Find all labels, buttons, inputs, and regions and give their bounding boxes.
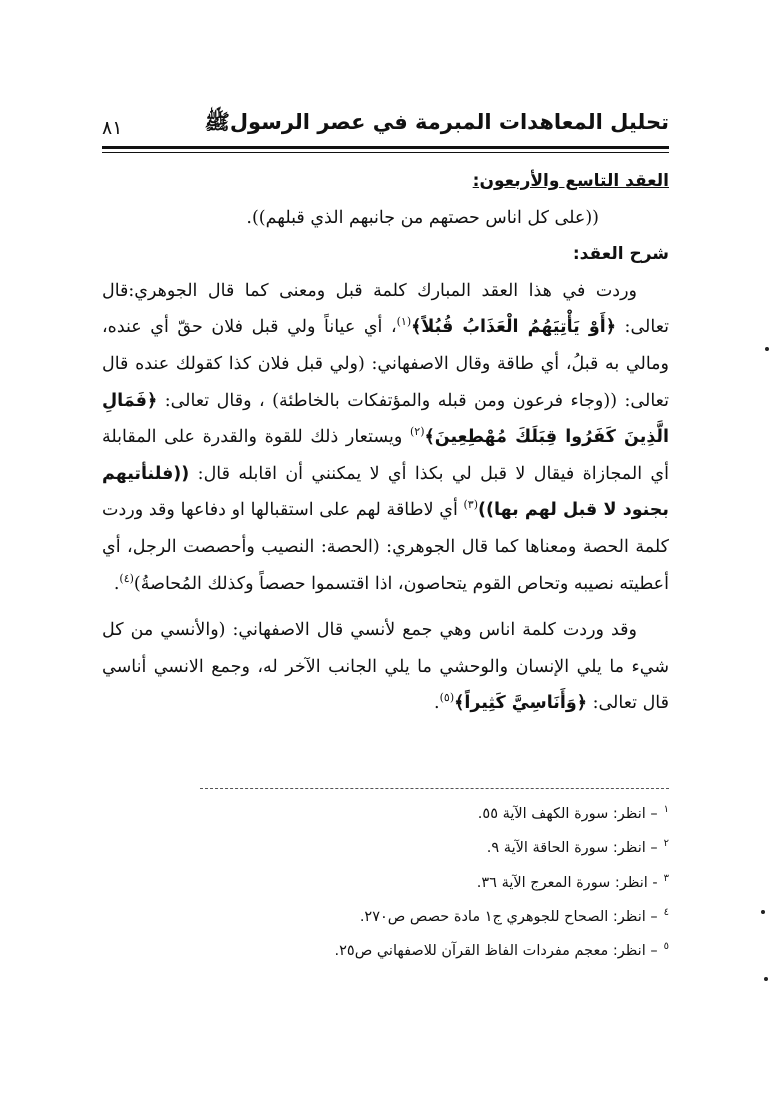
footnote-ref: (٢) — [409, 425, 425, 439]
paragraph — [102, 273, 669, 602]
explanation-heading: شرح العقد: — [572, 244, 669, 265]
footnote-number: ٣ — [663, 872, 669, 884]
contract-quote: ((على كل اناس حصتهم من جانبهم الذي قبلهم)). — [246, 207, 599, 228]
text-run: . — [113, 573, 120, 594]
footnotes — [200, 788, 669, 967]
page-number: ٨١ — [102, 118, 123, 139]
section-heading: العقد التاسع والأربعون: — [472, 171, 669, 191]
footnote-number: ٥ — [663, 941, 669, 953]
footnote-ref: (٤) — [119, 571, 134, 585]
footnote-text: – انظر: سورة الحاقة الآية ٩. — [486, 840, 658, 857]
quoted-verse: ((فلنأتيهم بجنود لا قبل لهم بها)) — [102, 463, 669, 521]
footnote-ref: (٣) — [463, 498, 479, 512]
body-text — [102, 163, 669, 722]
footnote-text: – انظر: الصحاح للجوهري ج١ مادة حصص ص٢٧٠. — [359, 908, 658, 925]
quoted-verse: ﴿أَوْ يَأْتِيَهُمُ الْعَذَابُ قُبُلاً﴾ — [411, 317, 616, 338]
footnote-number: ٤ — [663, 906, 669, 918]
text-run: وقد وردت كلمة اناس وهي جمع لأنسي قال الاصفهاني: (والأنسي من كل شيء ما يلي الإنسان والوحشي ما يلي الجانب الآخر له، وجمع الانسي أناسي قال تعالى: — [102, 620, 669, 714]
footnote — [200, 898, 669, 932]
footnote-ref: (١) — [396, 315, 412, 329]
scan-speck — [761, 910, 765, 914]
header-rule-thin — [102, 152, 669, 153]
footnote-number: ١ — [663, 804, 669, 815]
footnote — [200, 829, 669, 863]
scan-speck — [765, 347, 769, 351]
footnote-text: - انظر: سورة المعرج الآية ٣٦. — [476, 874, 658, 891]
text-run: ويستعار ذلك للقوة والقدرة على المقابلة أي المجازاة فيقال لا قبل لي بكذا أي لا يمكنني أن اقابله قال: — [102, 427, 669, 484]
footnote — [200, 932, 669, 966]
footnote-ref: (٥) — [439, 691, 455, 705]
footnote-text: – انظر: سورة الكهف الآية ٥٥. — [477, 805, 658, 822]
footnote — [200, 864, 669, 898]
scan-speck — [764, 977, 768, 981]
quoted-verse: ﴿وَأَنَاسِيَّ كَثِيراً﴾ — [454, 693, 587, 714]
paragraph — [102, 612, 669, 722]
running-header — [102, 104, 669, 140]
footnote-number: ٢ — [663, 838, 669, 850]
footnote-text: – انظر: معجم مفردات الفاظ القرآن للاصفهاني ص٢٥. — [334, 943, 658, 960]
footnote — [200, 795, 669, 829]
text-run: ، أي عياناً ولي قبل فلان حقّ أي عنده، ومالي به قبلُ، أي طاقة وقال الاصفهاني: (ولي قبل فلان كذا كقولك عنده قال تعالى: ((وجاء فرعون ومن قبله والمؤتفكات بالخاطئة) ، وقال تعالى: — [102, 317, 669, 411]
running-title: تحليل المعاهدات المبرمة في عصر الرسولﷺ — [204, 110, 669, 134]
text-run: . — [434, 693, 440, 714]
text-run: وردت في هذا العقد المبارك كلمة قبل ومعنى كما قال الجوهري:قال تعالى: — [102, 280, 670, 338]
header-rule-thick — [102, 146, 669, 149]
text-run: أي لاطاقة لهم على استقبالها او دفاعها وقد وردت كلمة الحصة ومعناها كما قال الجوهري: (الحصة: النصيب وأحصصت الرجل، أي أعطيته نصيبه وتحاص القوم يتحاصون، اذا اقتسموا حصصاً وكذلك المُحاصةُ) — [102, 500, 669, 594]
quoted-verse: ﴿فَمَالِ الَّذِينَ كَفَرُوا قِبَلَكَ مُهْطِعِينَ﴾ — [102, 390, 670, 448]
